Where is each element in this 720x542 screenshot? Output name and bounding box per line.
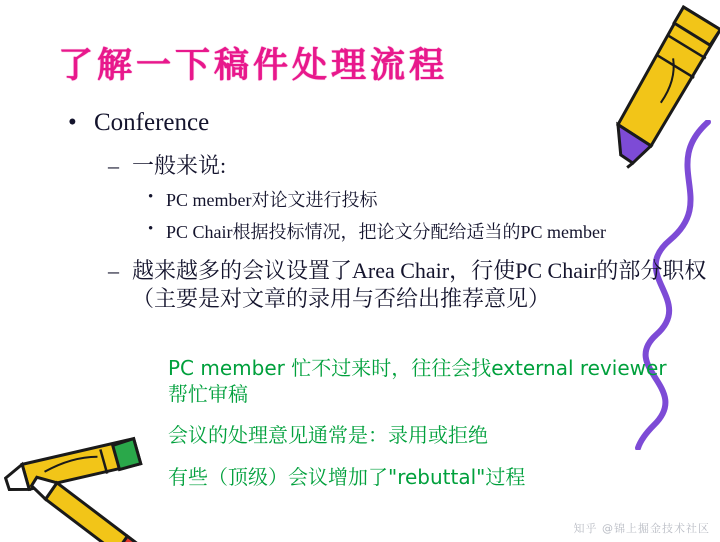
bullet-dash-icon: – [108, 153, 119, 178]
outline-level2-text: 越来越多的会议设置了Area Chair，行使PC Chair的部分职权（主要是对文章的录用与否给出推荐意见） [132, 258, 707, 312]
handwritten-notes [168, 356, 668, 506]
bullet-small-dot-icon: • [148, 220, 154, 237]
outline-level3-assign [62, 221, 682, 244]
bullet-small-dot-icon: • [148, 189, 154, 206]
slide-title: 了解一下稿件处理流程 [58, 46, 449, 86]
outline-level2-text: 一般来说: [132, 153, 227, 178]
outline-level1-text: Conference [94, 109, 210, 136]
note-line: PC member 忙不过来时，往往会找external reviewer帮忙审稿 [168, 356, 667, 406]
outline-level2-areachair [62, 257, 720, 313]
green-crayon-icon [4, 420, 164, 542]
bullet-dash-icon: – [108, 258, 119, 284]
outline-level1-conference [62, 108, 682, 138]
outline-level3-text: PC Chair根据投标情况，把论文分配给适当的PC member [166, 221, 606, 242]
note-line: 会议的处理意见通常是：录用或拒绝 [168, 423, 488, 448]
bullet-dot-icon: • [68, 109, 77, 136]
watermark: 知乎 @锦上掘金技术社区 [573, 522, 710, 535]
outline-level3-text: PC member对论文进行投标 [166, 190, 378, 211]
note-line: 有些（顶级）会议增加了"rebuttal"过程 [168, 464, 526, 489]
outline-level2-general [62, 152, 682, 180]
outline-level3-bid [62, 189, 682, 212]
slide-body [62, 108, 707, 313]
